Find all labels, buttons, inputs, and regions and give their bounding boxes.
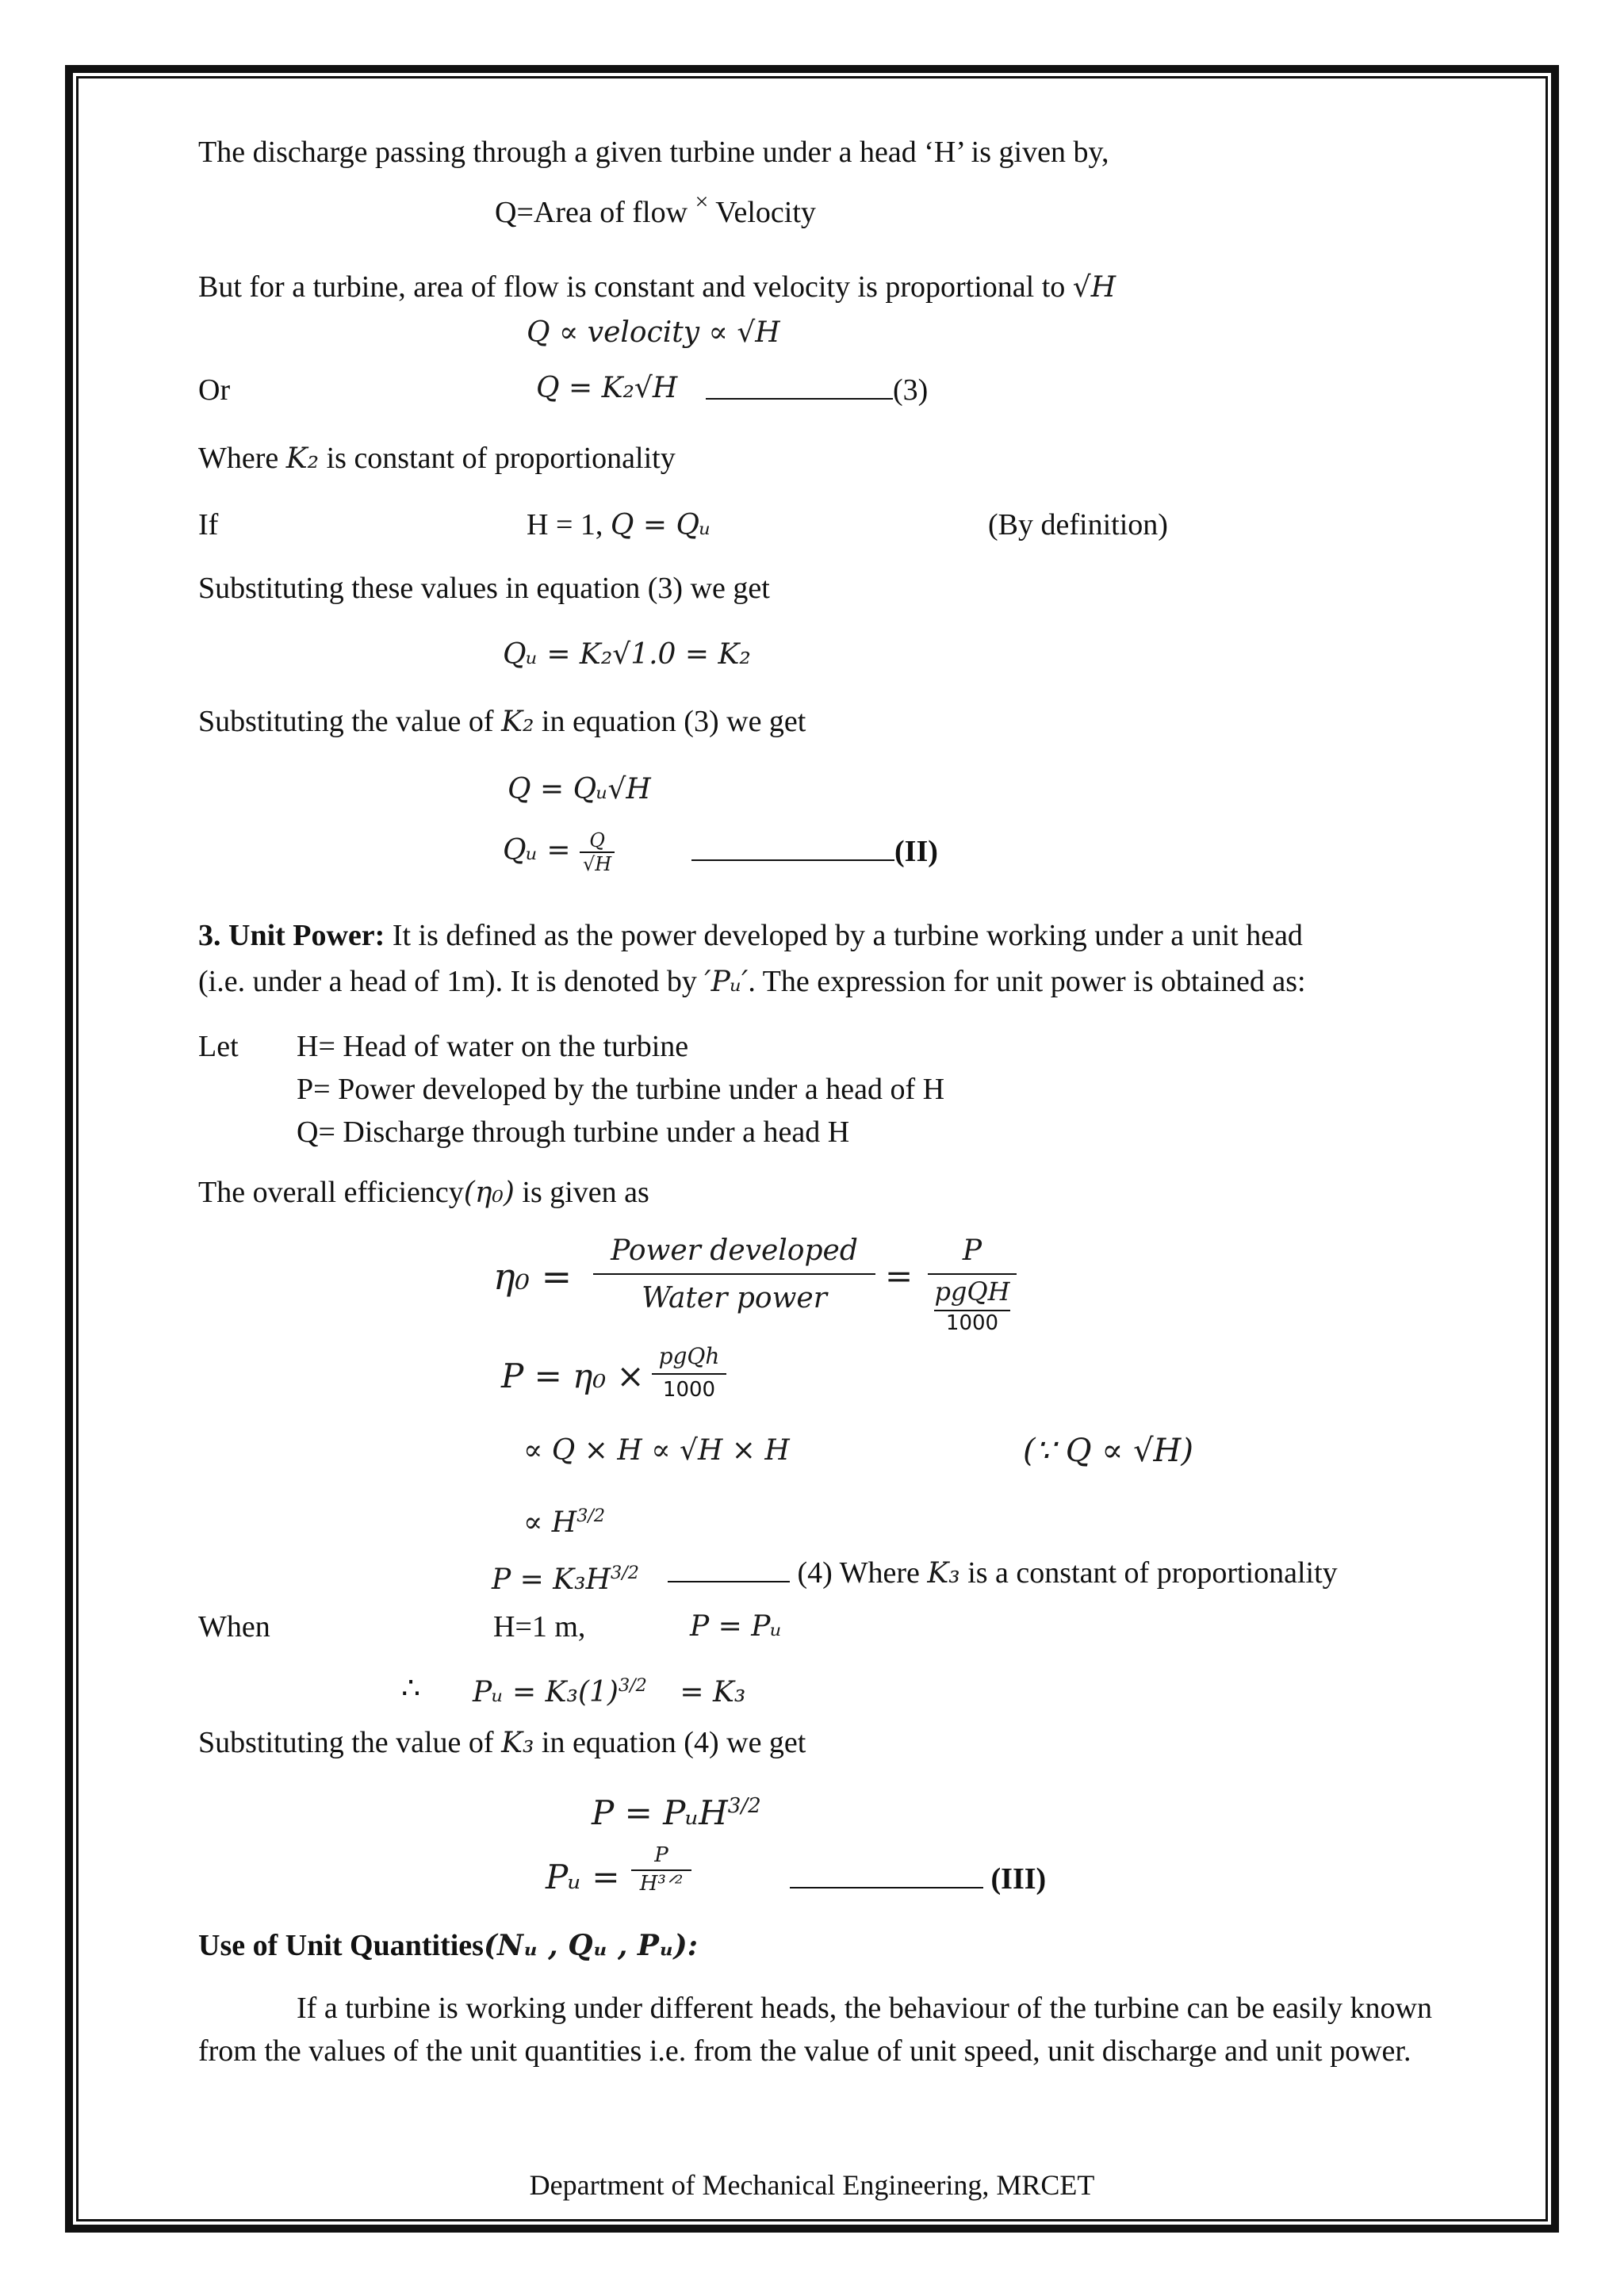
pu-eq-tail: = K₃ [680,1676,746,1709]
where-text: Where [198,442,279,475]
qu-numerator: Q [580,829,615,853]
if-q-eq: Q = Qᵤ [610,509,711,541]
when-p-eq: P = Pᵤ [690,1610,782,1643]
pgqh-small: pgQh [658,1343,720,1369]
pu-k3-equation [473,1668,745,1710]
when-label: When [198,1610,270,1644]
if-label: If [198,508,219,541]
p-final-eq [592,1789,761,1831]
unit-power-line-1 [198,918,1303,953]
pgqh-term [928,1276,1017,1307]
let-item-q: Q= Discharge through turbine under a head H [297,1115,850,1149]
where-k2-line [198,441,676,476]
intro-line: The discharge passing through a given turbine under a head ‘H’ is given by, [198,136,1109,169]
p-final-exp: 3/2 [727,1794,761,1818]
pu-eq-text: Pᵤ = K₃(1) [473,1676,619,1709]
therefore-symbol: ∴ [401,1672,421,1705]
qu-equation: Qᵤ = K₂√1.0 = K₂ [503,638,751,671]
because-clause: (∵ Q ∝ √H) [1023,1433,1194,1469]
if-condition [527,507,710,543]
proportional-eq: Q ∝ velocity ∝ √H [527,316,780,349]
eta-fraction-bar [593,1273,875,1275]
eq4-lhs: P = K₃H [492,1563,611,1596]
use-heading-text: Use of Unit Quantities [198,1929,484,1962]
unit-power-heading: 3. Unit Power: [198,919,385,952]
let-label: Let [198,1030,239,1063]
tag-II-line [691,834,938,869]
proportional-2 [523,1498,605,1540]
proportional-1: ∝ Q × H ∝ √H × H [523,1434,790,1467]
p-fraction-bar [928,1273,1017,1275]
substituting-line-3 [198,1725,806,1761]
qu-fraction [580,829,615,875]
efficiency-post: is given as [522,1176,649,1209]
k2-symbol-2: K₂ [501,706,534,738]
footer: Department of Mechanical Engineering, MRCET [529,2169,1095,2201]
qu-final-eq [503,829,615,875]
sub3-pre: Substituting the value of [198,1726,494,1759]
k3-symbol: K₃ [927,1557,960,1590]
velocity-text: Velocity [715,196,816,229]
blank-line-4 [790,1863,983,1888]
eq4-exp: 3/2 [611,1563,639,1583]
but-line-text: But for a turbine, area of flow is constant and velocity is proportional to [198,270,1066,304]
tag-III-line [790,1862,1046,1896]
k2-symbol: K₂ [285,442,320,475]
let-item-p: P= Power developed by the turbine under a head of H [297,1073,945,1106]
eq4-suffix: is a constant of proportionality [967,1556,1338,1590]
if-h-text: H = 1, [527,508,603,541]
efficiency-pre: The overall efficiency [198,1176,464,1209]
qu-denominator: √H [582,853,612,875]
blank-line-3 [668,1557,790,1582]
sub2-pre: Substituting the value of [198,705,494,738]
but-line [198,270,1116,305]
use-heading [198,1928,698,1963]
blank-line [706,374,893,400]
eta-lhs: η₀ = [493,1255,573,1298]
equation-4-tag-line [668,1556,1338,1591]
unit-power-def: It is defined as the power developed by a turbine working under a unit head [392,919,1303,952]
let-item-h: H= Head of water on the turbine [297,1030,689,1063]
unit-power-l2b: . The expression for unit power is obtained as: [748,965,1306,998]
equation-3: Q = K₂√H [536,372,678,404]
when-condition: H=1 m, [493,1610,586,1644]
sub3-post: in equation (4) we get [541,1726,806,1759]
substituting-line-1: Substituting these values in equation (3) we get [198,572,770,605]
unit-power-l2a: (i.e. under a head of 1m). It is denoted by [198,965,697,998]
tag-III: (III) [990,1862,1047,1896]
eta-denominator: Water power [642,1282,827,1314]
tag-II: (II) [894,835,938,868]
q-final-eq: Q = Qᵤ√H [508,773,651,806]
k3-symbol-2: K₃ [501,1727,534,1759]
substituting-line-2 [198,704,806,740]
k1000-denominator: 1000 [945,1311,999,1335]
pu-final-den: H³ᐟ² [639,1872,684,1896]
pu-final-lhs: Pᵤ = [546,1858,620,1896]
sub2-post: in equation (3) we get [541,705,806,738]
p-numerator: P [962,1234,982,1267]
exp-3-2: 3/2 [576,1506,606,1526]
sqrt-h-inline: √H [1072,271,1116,304]
blank-line-2 [691,836,894,861]
equation-3-tag: (3) [893,373,929,407]
p-eq-lhs: P = η₀ × [501,1357,645,1395]
use-paragraph: If a turbine is working under different heads, the behaviour of the turbine can be easily known from the values of the unit quantities i.e. from the value of unit speed, unit discharge and unit power. [198,1992,1432,2068]
eta-numerator: Power developed [611,1234,858,1267]
or-label: Or [198,373,231,407]
times-symbol: × [695,189,709,215]
pgqh-text: pgQH [934,1276,1010,1307]
unit-power-line-2 [198,964,1306,1000]
pu-eq-exp: 3/2 [618,1675,647,1696]
by-definition: (By definition) [988,508,1168,541]
use-heading-symbols: (Nᵤ , Qᵤ , Pᵤ): [483,1929,699,1962]
p-final-text: P = PᵤH [592,1793,728,1832]
where-suffix-text: is constant of proportionality [326,442,676,475]
k1000-small: 1000 [662,1378,716,1402]
pu-final-num: P [654,1843,668,1867]
pu-symbol: ′Pᵤ′ [704,966,749,998]
area-velocity-line [495,189,816,232]
area-of-flow-text: Q=Area of flow [495,196,688,229]
qu-lhs: Qᵤ = [503,834,571,867]
eta-equals: = [885,1257,914,1295]
prop2-text: ∝ H [523,1506,577,1539]
efficiency-line [198,1175,649,1211]
pgqh-small-bar [652,1373,726,1375]
equation-4 [492,1556,639,1598]
eq4-tag: (4) Where [797,1556,920,1590]
eta0-symbol: (η₀) [463,1177,515,1209]
equation-3-tag-line [706,373,928,408]
